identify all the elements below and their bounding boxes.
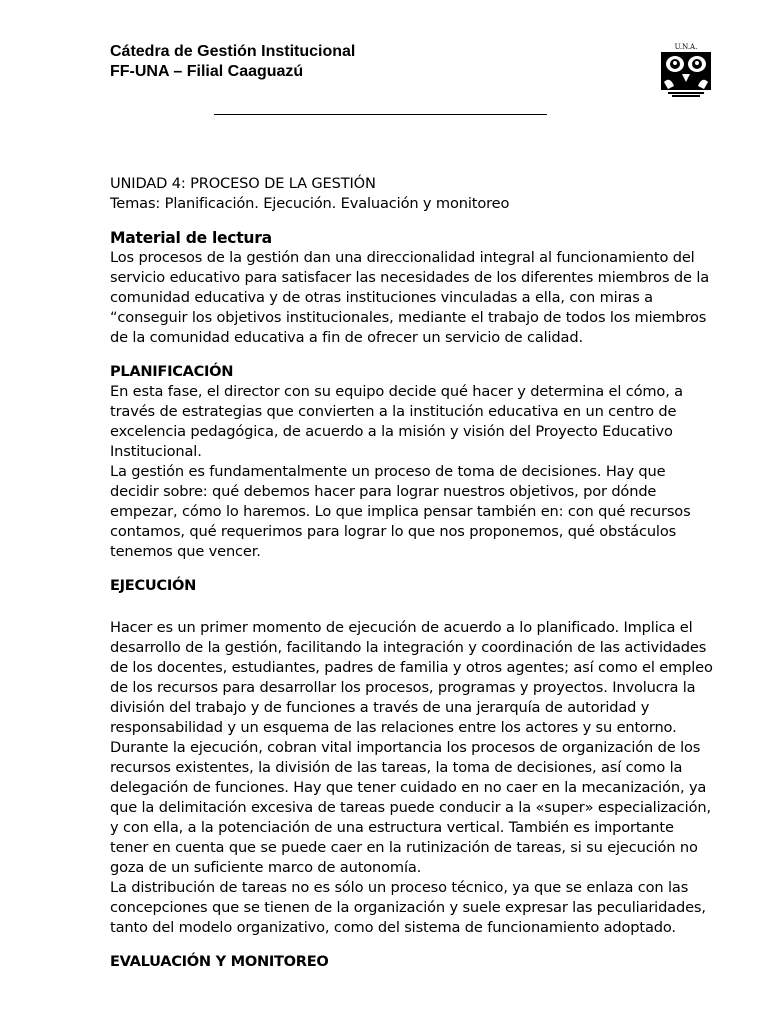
evaluacion-heading: EVALUACIÓN Y MONITOREO (110, 953, 329, 970)
planificacion-paragraph-2: La gestión es fundamentalmente un proceso de toma de decisiones. Hay que decidir sobre: qué debemos hacer para lograr nuestros objetivos, por dónde empezar, cómo lo haremos. Lo que implica pensar también en: con qué recursos contamos, qué requerimos para lograr lo que nos proponemos, qué obstáculos tenemos que vencer. (110, 463, 691, 560)
material-heading: Material de lectura (110, 229, 272, 247)
ejecucion-paragraph-2: Durante la ejecución, cobran vital importancia los procesos de organización de los recursos existentes, la división de las tareas, la toma de decisiones, así como la delegación de funciones. Hay que tener cuidado en no caer en la mecanización, ya que la delimitación excesiva de tareas puede conducir a la «super» especialización, y con ella, a la potenciación de una estructura vertical. También es importante tener en cuenta que se puede caer en la rutinización de tareas, si su ejecución no goza de un suficiente marco de autonomía. (110, 739, 711, 876)
header-branch-name: FF-UNA – Filial Caaguazú (110, 63, 304, 80)
header-chair-name: Cátedra de Gestión Institucional (110, 43, 356, 60)
ejecucion-paragraph-3: La distribución de tareas no es sólo un proceso técnico, ya que se enlaza con las concepciones que se tienen de la organización y suele expresar las peculiaridades, tanto del modelo organizativo, como del sistema de funcionamiento adoptado. (110, 879, 706, 936)
planificacion-heading: PLANIFICACIÓN (110, 363, 234, 380)
document-body (110, 174, 715, 972)
planificacion-paragraph-1: En esta fase, el director con su equipo decide qué hacer y determina el cómo, a través de estrategias que convierten a la institución educativa en un centro de excelencia pedagógica, de acuerdo a la misión y visión del Proyecto Educativo Institucional. (110, 383, 683, 460)
una-logo (660, 42, 712, 98)
ejecucion-paragraph-1: Hacer es un primer momento de ejecución de acuerdo a lo planificado. Implica el desarrollo de la gestión, facilitando la integración y coordinación de las actividades de los docentes, estudiantes, padres de familia y otros agentes; así como el empleo de los recursos para desarrollar los procesos, programas y proyectos. Involucra la división del trabajo y de funciones a través de una jerarquía de autoridad y responsabilidad y un esquema de las relaciones entre los actores y su entorno. (110, 619, 713, 736)
unit-topics: Temas: Planificación. Ejecución. Evaluación y monitoreo (110, 195, 510, 212)
una-logo-graphic (660, 42, 712, 98)
material-paragraph: Los procesos de la gestión dan una direccionalidad integral al funcionamiento del servicio educativo para satisfacer las necesidades de los diferentes miembros de la comunidad educativa y de otras instituciones vinculadas a ella, con miras a “conseguir los objetivos institucionales, mediante el trabajo de todos los miembros de la comunidad educativa a fin de ofrecer un servicio de calidad. (110, 249, 710, 346)
logo-lettering: U.N.A. (674, 43, 698, 51)
document-header (110, 42, 355, 82)
unit-title: UNIDAD 4: PROCESO DE LA GESTIÓN (110, 175, 376, 192)
ejecucion-heading: EJECUCIÓN (110, 577, 196, 594)
header-divider (214, 114, 547, 115)
